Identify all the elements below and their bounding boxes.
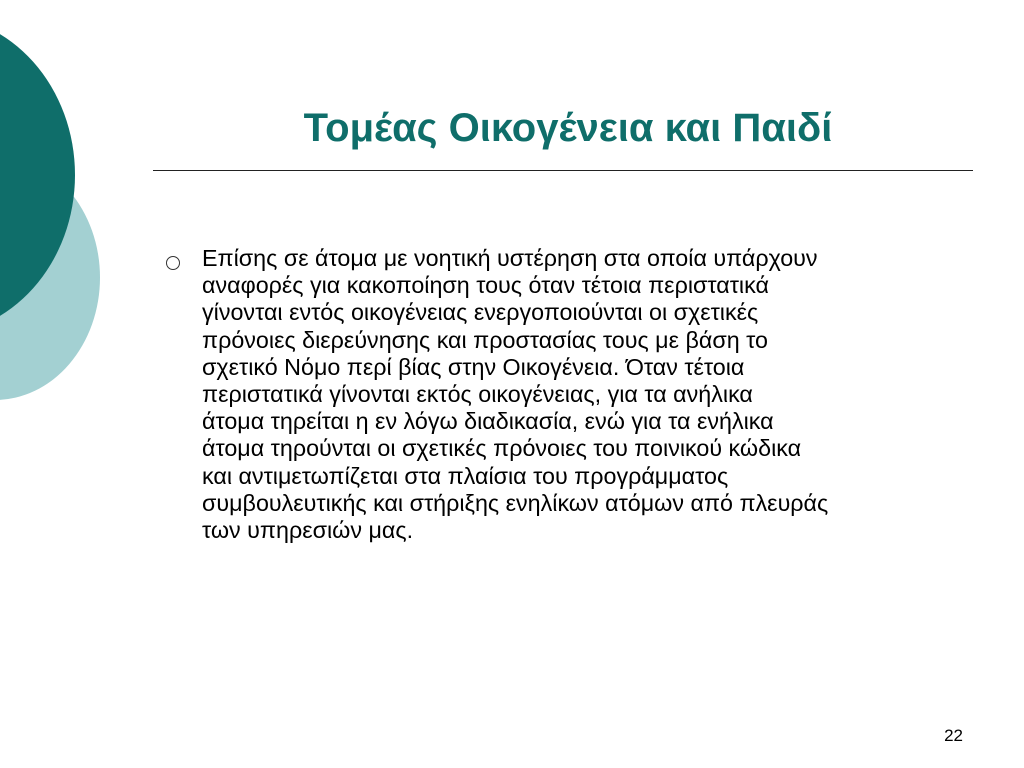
bullet-circle-icon bbox=[166, 256, 180, 270]
slide-title: Τομέας Οικογένεια και Παιδί bbox=[303, 106, 833, 150]
title-divider bbox=[153, 170, 973, 171]
page-number: 22 bbox=[944, 726, 963, 745]
bullet-text: Επίσης σε άτομα με νοητική υστέρηση στα οποία υπάρχουν αναφορές για κακοποίηση τους όταν τέτοια περιστατικά γίνονται εντός οικογένειας ενεργοποιούνται οι σχετικές πρόνοιες διερεύνησης και προστασίας τους με βάση το σχετικό Νόμο περί βίας στην Οικογένεια. Όταν τέτοια περιστατικά γίνονται εκτός οικογένειας, για τα ανήλικα άτομα τηρείται η εν λόγω διαδικασία, ενώ για τα ενήλικα άτομα τηρούνται οι σχετικές πρόνοιες του ποινικού κώδικα και αντιμετωπίζεται στα πλαίσια του προγράμματος συμβουλευτικής και στήριξης ενηλίκων ατόμων από πλευράς των υπηρεσιών μας. bbox=[202, 245, 829, 544]
